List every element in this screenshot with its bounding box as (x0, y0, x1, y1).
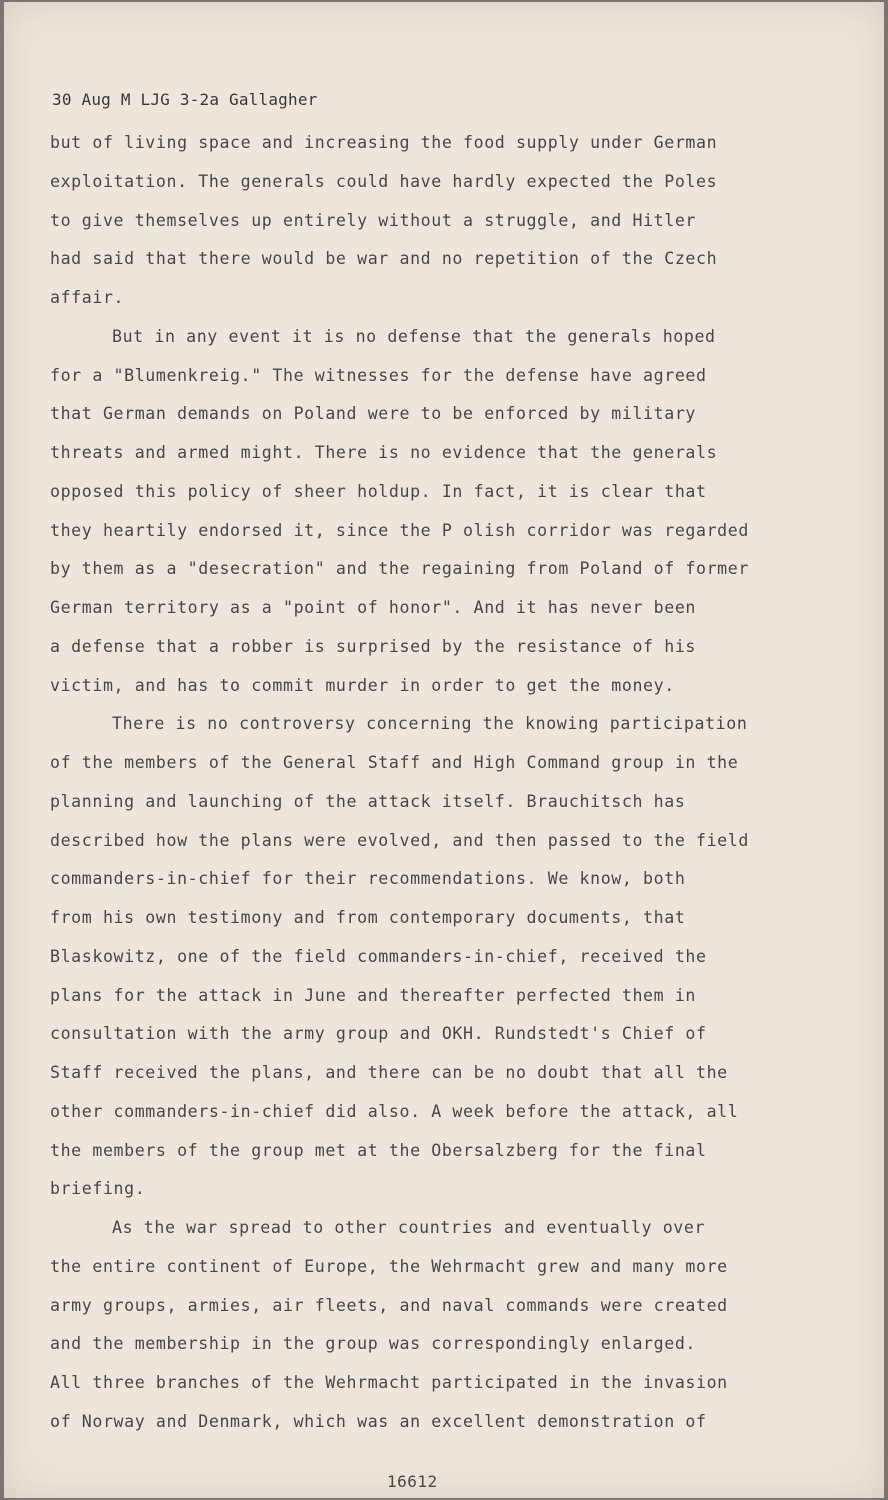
text-line: by them as a "desecration" and the regaining from Poland of former (50, 559, 749, 579)
paragraph-first-line: But in any event it is no defense that the generals hoped (112, 326, 716, 346)
text-line: briefing. (50, 1179, 146, 1199)
text-line: German territory as a "point of honor". And it has never been (50, 598, 697, 617)
document-page (4, 2, 884, 1498)
body-text (50, 124, 840, 1442)
text-line: for a "Blumenkreig." The witnesses for the defense have agreed (50, 365, 707, 385)
text-line: from his own testimony and from contemporary documents, that (50, 908, 686, 927)
text-line: plans for the attack in June and thereafter perfected them in (50, 985, 697, 1005)
text-line: and the membership in the group was correspondingly enlarged. (50, 1334, 697, 1354)
text-line: army groups, armies, air fleets, and naval commands were created (50, 1295, 728, 1315)
text-line: that German demands on Poland were to be enforced by military (50, 404, 697, 424)
text-line: affair. (50, 288, 125, 307)
text-line: a defense that a robber is surprised by the resistance of his (50, 636, 697, 656)
page-number: 16612 (387, 1472, 438, 1491)
document-header: 30 Aug M LJG 3-2a Gallagher (52, 90, 318, 109)
text-line: opposed this policy of sheer holdup. In fact, it is clear that (50, 481, 707, 501)
text-line: Blaskowitz, one of the field commanders-in-chief, received the (50, 946, 707, 966)
text-line: other commanders-in-chief did also. A week before the attack, all (50, 1101, 739, 1121)
text-line: of Norway and Denmark, which was an excellent demonstration of (50, 1411, 707, 1431)
text-line: planning and launching of the attack itself. Brauchitsch has (50, 791, 686, 811)
text-line: to give themselves up entirely without a struggle, and Hitler (50, 210, 697, 230)
paragraph-first-line: There is no controversy concerning the knowing participation (112, 714, 748, 734)
text-line: commanders-in-chief for their recommendations. We know, both (50, 869, 686, 889)
text-line: had said that there would be war and no repetition of the Czech (50, 249, 718, 269)
text-line: victim, and has to commit murder in order to get the money. (50, 675, 675, 695)
text-line: consultation with the army group and OKH. Rundstedt's Chief of (50, 1024, 707, 1044)
text-line: All three branches of the Wehrmacht participated in the invasion (50, 1373, 728, 1392)
text-line: the members of the group met at the Obersalzberg for the final (50, 1140, 707, 1160)
text-line: described how the plans were evolved, and then passed to the field (50, 830, 749, 850)
text-line: the entire continent of Europe, the Wehrmacht grew and many more (50, 1256, 728, 1276)
text-line: of the members of the General Staff and High Command group in the (50, 753, 739, 772)
text-line: but of living space and increasing the food supply under German (50, 133, 718, 152)
text-line: threats and armed might. There is no evidence that the generals (50, 443, 718, 462)
paragraph-first-line: As the war spread to other countries and eventually over (112, 1218, 706, 1237)
text-line: exploitation. The generals could have hardly expected the Poles (50, 171, 718, 191)
text-line: they heartily endorsed it, since the P olish corridor was regarded (50, 520, 749, 540)
text-line: Staff received the plans, and there can be no doubt that all the (50, 1063, 728, 1082)
